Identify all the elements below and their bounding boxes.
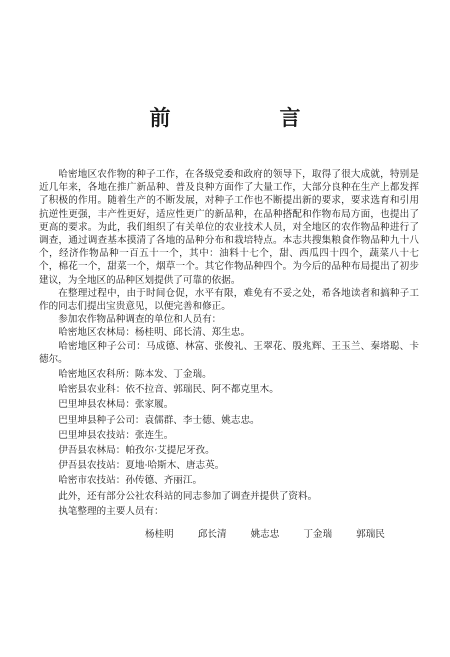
participant-entry: 哈密地区农林局：杨桂明、邱长清、郑生忠。	[58, 327, 251, 339]
participant-entry: 哈密县农业科：依不拉音、郭瑞民、阿不都克里木。	[58, 384, 279, 396]
closing-note: 此外，还有部分公社农科站的同志参加了调查并提供了资料。	[58, 490, 318, 502]
disclaimer-paragraph: 在整理过程中，由于时间仓促，水平有限，难免有不妥之处，希各地读者和搞种子工作的同志们提出宝贵意见，以便完善和修正。	[39, 287, 419, 313]
editor-names	[145, 526, 385, 540]
editors-intro: 执笔整理的主要人员有：	[58, 505, 164, 517]
participant-entry: 巴里坤县农技站：张连生。	[58, 429, 174, 441]
participant-entry: 哈密市农技站：孙传德、齐丽江。	[58, 475, 203, 487]
document-body	[39, 168, 419, 518]
editor-name: 郭瑞民	[356, 529, 385, 540]
participant-entry: 哈密地区种子公司：马成德、林富、张俊礼、王翠花、殷兆辉、王玉兰、秦塔聪、卡德尔。	[39, 340, 419, 365]
participant-entry: 巴里坤县种子公司：袁儒群、李士德、姚志忠。	[58, 414, 260, 426]
participant-entry: 伊吾县农林局：帕孜尔·艾提尼牙孜。	[58, 445, 215, 457]
editor-name: 杨桂明	[145, 529, 174, 540]
editor-name: 邱长清	[197, 529, 227, 540]
participant-entry: 哈密地区农科所：陈本发、丁金瑞。	[58, 369, 212, 381]
participant-entry: 伊吾县农技站：夏地·哈斯木、唐志英。	[58, 460, 225, 472]
editor-name: 姚志忠	[250, 529, 280, 540]
page-title: 前 言	[149, 105, 345, 130]
intro-paragraph: 哈密地区农作物的种子工作，在各级党委和政府的领导下，取得了很大成就，特别是近几年来，各地在推广新品种、普及良种方面作了大量工作，大部分良种在生产上都发挥了积极的作用。随着生产的不断发展，对种子工作也不断提出新的要求，要求选育和引用抗逆性更强，丰产性更好，适应性更广的新品种，在品种搭配和作物布局方面，也提出了更高的要求。为此，我们组织了有关单位的农业技术人员，对全地区的农作物品种进行了调查，通过调查基本摸清了各地的品种分布和栽培特点。本志共搜集粮食作物品种九十八个，经济作物品种一百五十一个，其中：油料十七个，甜、西瓜四十四个，蔬菜八十七个，棉花一个，甜菜一个，烟草一个。其它作物品种四个。为今后的品种布局提出了初步建议，为全地区的品种区划提供了可靠的依据。	[39, 169, 419, 286]
editor-name: 丁金瑞	[303, 529, 333, 540]
participant-entry: 巴里坤县农林局：张家履。	[58, 399, 174, 411]
participants-intro: 参加农作物品种调查的单位和人员有：	[58, 314, 222, 326]
